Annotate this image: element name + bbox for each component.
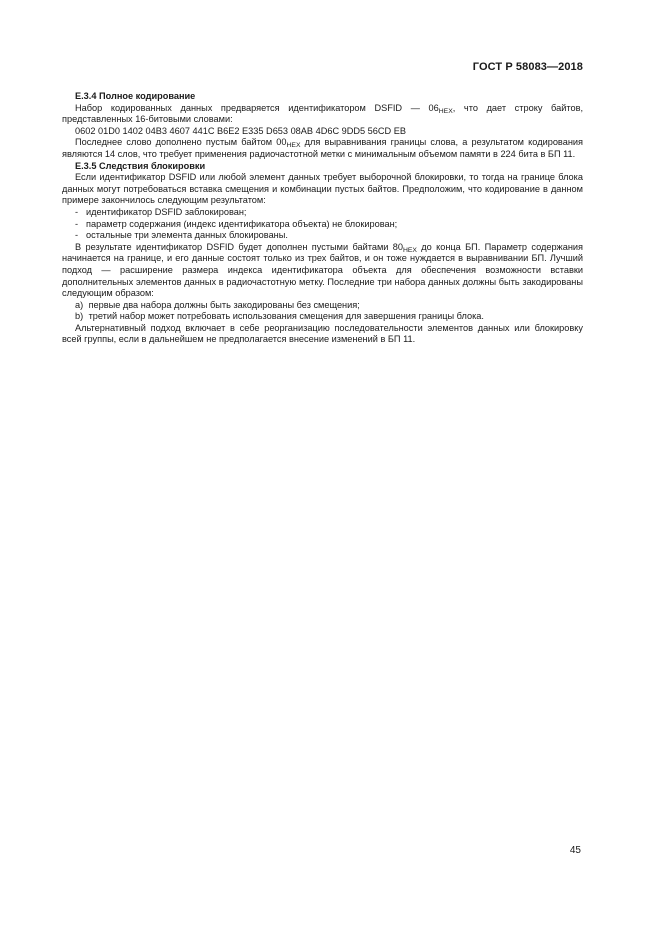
dash-marker: -	[75, 230, 79, 241]
text-span: , что дает строку байтов, представленных 16-битовыми словами:	[62, 102, 583, 125]
list-item-text: идентификатор DSFID заблокирован;	[86, 206, 247, 217]
page-number: 45	[569, 845, 581, 856]
list-item-text: остальные три элемента данных блокированы.	[86, 230, 288, 241]
hex-words-line: 0602 01D0 1402 04B3 4607 441C B6E2 E335 D653 08AB 4D6C 9DD5 56CD EB	[75, 125, 406, 136]
dash-marker: -	[75, 218, 79, 229]
hex-subscript: HEX	[438, 107, 453, 115]
text-span: до конца БП. Параметр содержания начинается на границе, и его данные состоят только из трех байтов, и он тоже нуждается в выравнивании БП. Лучший подход — расширение размера индекса идентификатора объекта для обеспечения возможности вставки дополнительных элементов данных в радиочастотную метку. Последние три набора данных должны быть закодированы следующим образом:	[62, 241, 583, 299]
standard-designation: ГОСТ Р 58083—2018	[472, 61, 583, 73]
body-text	[62, 91, 583, 346]
dash-marker: -	[75, 206, 79, 217]
list-item-text: параметр содержания (индекс идентификатора объекта) не блокирован;	[86, 218, 398, 229]
list-item-text: первые два набора должны быть закодированы без смещения;	[88, 299, 360, 310]
paragraph-locking: Если идентификатор DSFID или любой элемент данных требует выборочной блокировки, то тогда на границе блока данных могут потребоваться вставка смещения и комбинации пустых байтов. Предположим, что кодирование в данном примере закончилось следующим результатом:	[62, 172, 583, 206]
list-marker: a)	[75, 299, 84, 310]
hex-subscript: HEX	[286, 142, 301, 150]
paragraph-alternative: Альтернативный подход включает в себе реорганизацию последовательности элементов данных или блокировку всей группы, если в дальнейшем не предполагается внесение изменений в БП 11.	[62, 322, 583, 345]
section-heading-e34: Е.3.4 Полное кодирование	[75, 91, 196, 101]
list-item-text: третий набор может потребовать использования смещения для завершения границы блока.	[88, 311, 484, 322]
paragraph-last-word	[62, 137, 583, 160]
text-span: Набор кодированных данных предваряется идентификатором DSFID — 06	[75, 102, 439, 113]
hex-subscript: HEX	[402, 246, 417, 254]
section-heading-e35: Е.3.5 Следствия блокировки	[75, 160, 206, 171]
paragraph-result	[62, 242, 583, 300]
text-span: В результате идентификатор DSFID будет дополнен пустыми байтами 80	[75, 241, 403, 252]
paragraph-dsfid-prefix	[62, 103, 583, 126]
list-marker: b)	[75, 311, 84, 322]
list-item	[62, 311, 583, 323]
list-item	[62, 230, 583, 242]
list-item	[62, 207, 583, 219]
text-span: Последнее слово дополнено пустым байтом 00	[75, 137, 287, 148]
list-item	[62, 219, 583, 231]
list-item	[62, 300, 583, 312]
text-span: для выравнивания границы слова, а результатом кодирования являются 14 слов, что требует применения радиочастотной метки с минимальным объемом памяти в 224 бита в БП 11.	[62, 137, 583, 159]
